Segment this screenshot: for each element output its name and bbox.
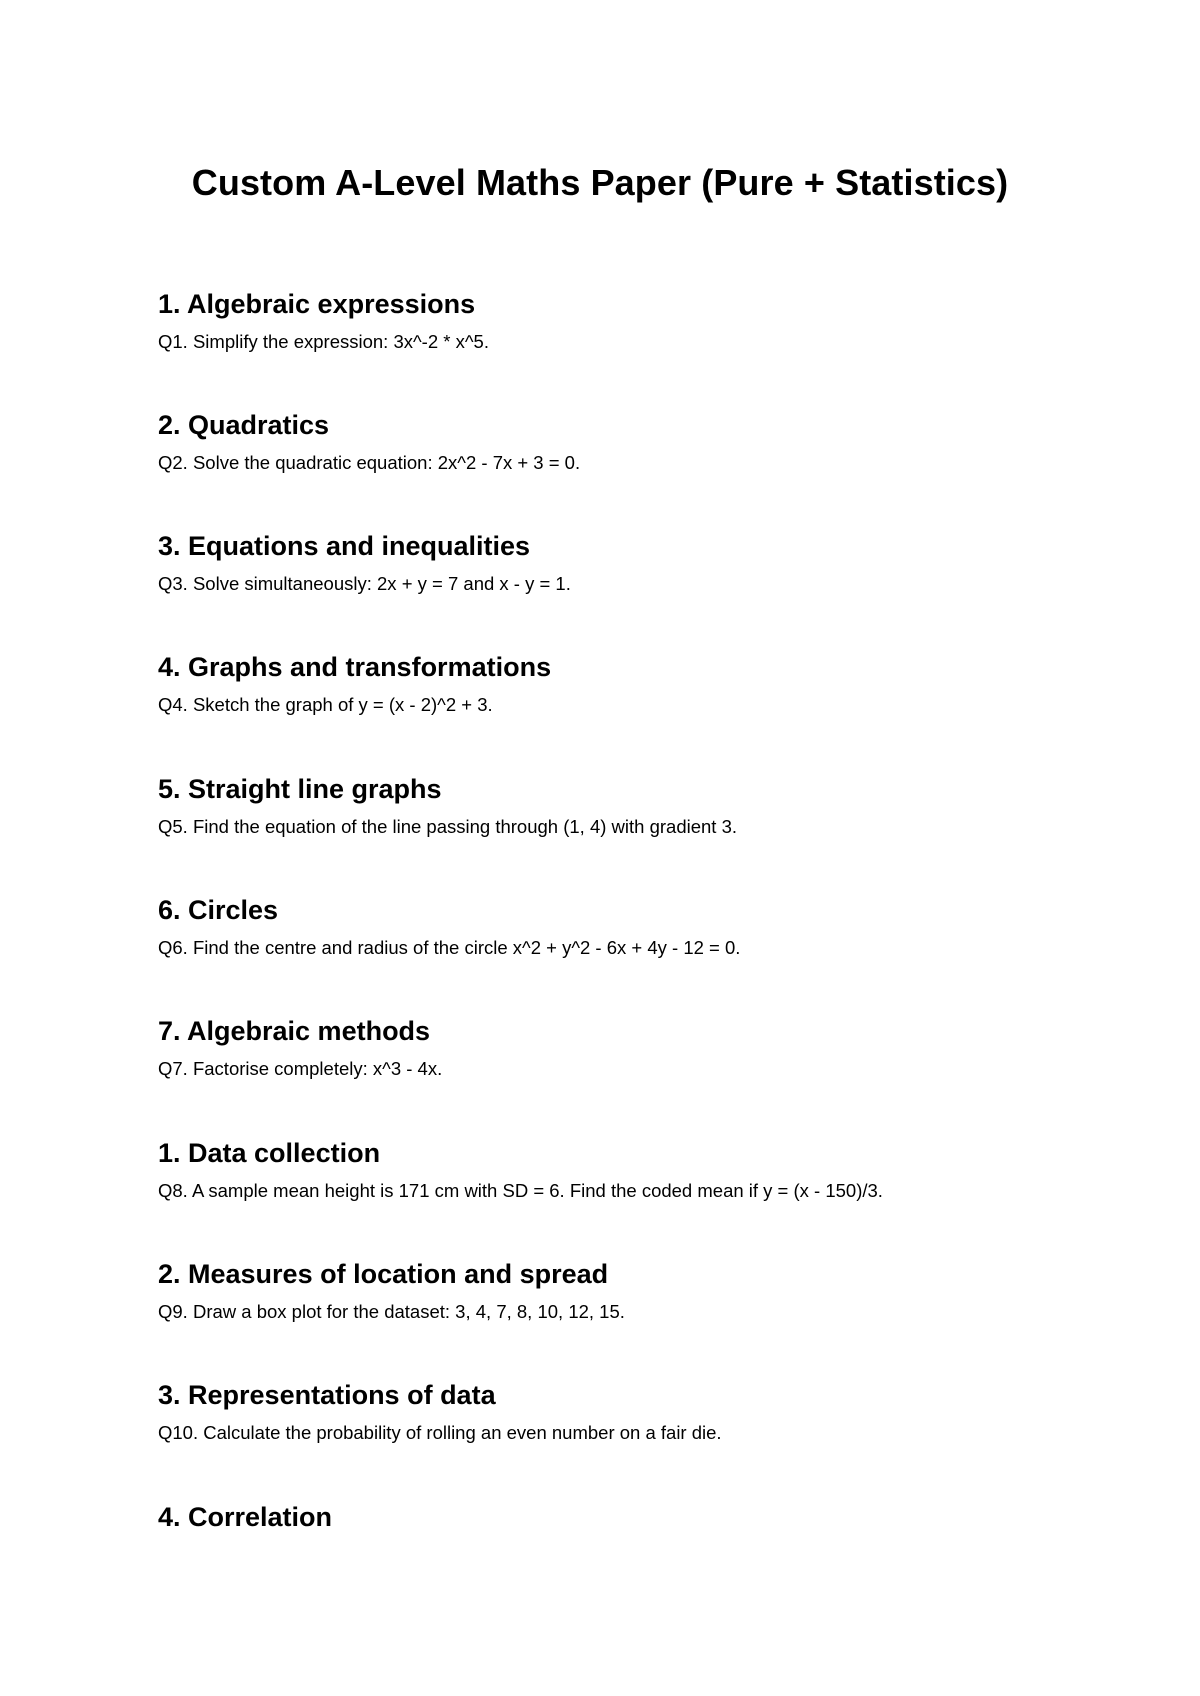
section-heading: 5. Straight line graphs — [158, 774, 442, 804]
section-straight-line-graphs — [158, 769, 1058, 841]
question-q7: Q7. Factorise completely: x^3 - 4x. — [158, 1058, 443, 1079]
section-heading: 6. Circles — [158, 895, 279, 925]
section-measures-location-spread — [158, 1254, 1058, 1326]
section-heading: 2. Quadratics — [158, 410, 330, 440]
question-q1: Q1. Simplify the expression: 3x^-2 * x^5. — [158, 331, 489, 352]
section-heading: 4. Graphs and transformations — [158, 652, 552, 682]
question-q6: Q6. Find the centre and radius of the circle x^2 + y^2 - 6x + 4y - 12 = 0. — [158, 937, 741, 958]
document-title: Custom A-Level Maths Paper (Pure + Statistics) — [191, 162, 1009, 203]
section-graphs-transformations — [158, 647, 1058, 719]
question-q3: Q3. Solve simultaneously: 2x + y = 7 and x - y = 1. — [158, 573, 571, 594]
section-heading: 3. Representations of data — [158, 1380, 496, 1410]
question-q4: Q4. Sketch the graph of y = (x - 2)^2 + 3. — [158, 694, 493, 715]
section-heading: 7. Algebraic methods — [158, 1016, 431, 1046]
section-heading: 1. Algebraic expressions — [158, 289, 476, 319]
section-heading: 4. Correlation — [158, 1502, 333, 1532]
question-q5: Q5. Find the equation of the line passing through (1, 4) with gradient 3. — [158, 816, 738, 837]
section-equations-inequalities — [158, 526, 1058, 598]
section-algebraic-expressions — [158, 284, 1058, 356]
section-quadratics — [158, 405, 1058, 477]
section-algebraic-methods — [158, 1011, 1058, 1083]
question-q8: Q8. A sample mean height is 171 cm with SD = 6. Find the coded mean if y = (x - 150)/3. — [158, 1180, 883, 1201]
section-heading: 3. Equations and inequalities — [158, 531, 531, 561]
question-q10: Q10. Calculate the probability of rolling an even number on a fair die. — [158, 1422, 722, 1443]
section-heading: 2. Measures of location and spread — [158, 1259, 609, 1289]
section-representations-of-data — [158, 1375, 1058, 1447]
section-correlation — [158, 1497, 1058, 1537]
section-heading: 1. Data collection — [158, 1138, 381, 1168]
section-data-collection — [158, 1133, 1058, 1205]
question-q2: Q2. Solve the quadratic equation: 2x^2 - 7x + 3 = 0. — [158, 452, 581, 473]
question-q9: Q9. Draw a box plot for the dataset: 3, 4, 7, 8, 10, 12, 15. — [158, 1301, 625, 1322]
section-circles — [158, 890, 1058, 962]
